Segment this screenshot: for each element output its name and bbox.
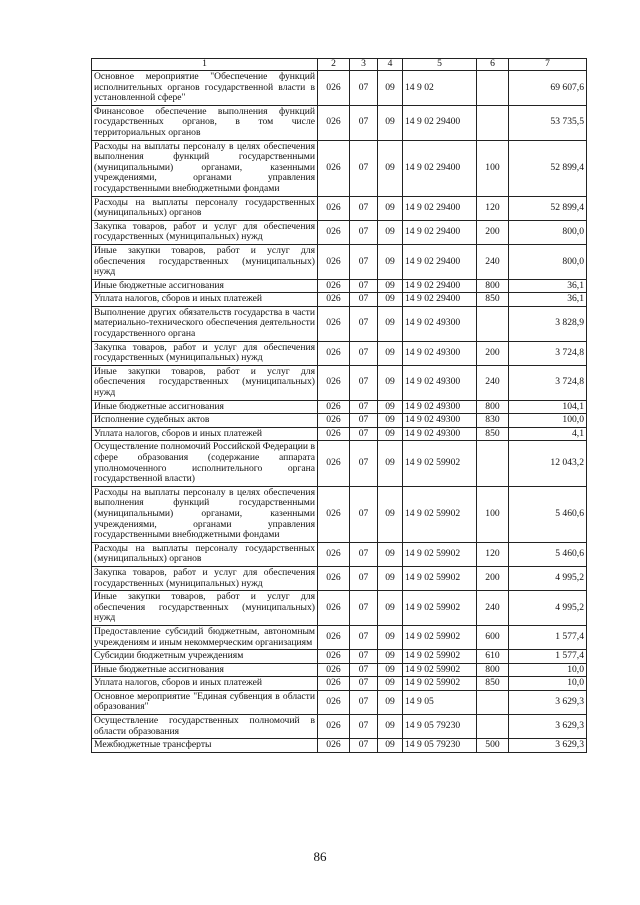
row-name-cell: Основное мероприятие "Обеспечение функций исполнительных органов государственной власти в установленной сфере" bbox=[92, 71, 318, 106]
row-name-cell: Иные бюджетные ассигнования bbox=[92, 663, 318, 677]
budget-table bbox=[91, 58, 587, 753]
row-name-cell: Иные закупки товаров, работ и услуг для обеспечения государственных (муниципальных) нужд bbox=[92, 244, 318, 279]
row-admin-cell: 026 bbox=[318, 566, 350, 590]
table-row bbox=[92, 591, 587, 626]
row-vr-cell: 200 bbox=[477, 220, 509, 244]
row-admin-cell: 026 bbox=[318, 244, 350, 279]
row-section-cell: 07 bbox=[350, 306, 378, 341]
row-amount-cell: 4,1 bbox=[509, 427, 587, 441]
row-csr-cell: 14 9 02 59902 bbox=[403, 591, 477, 626]
row-amount-cell: 10,0 bbox=[509, 663, 587, 677]
row-admin-cell: 026 bbox=[318, 715, 350, 739]
row-csr-cell: 14 9 02 59902 bbox=[403, 486, 477, 542]
row-name-cell: Осуществление государственных полномочий в области образования bbox=[92, 715, 318, 739]
row-vr-cell bbox=[477, 105, 509, 140]
row-vr-cell bbox=[477, 690, 509, 714]
row-admin-cell: 026 bbox=[318, 427, 350, 441]
table-row bbox=[92, 677, 587, 691]
table-row bbox=[92, 486, 587, 542]
row-vr-cell: 610 bbox=[477, 650, 509, 664]
row-admin-cell: 026 bbox=[318, 441, 350, 486]
row-amount-cell: 800,0 bbox=[509, 220, 587, 244]
row-name-cell: Закупка товаров, работ и услуг для обеспечения государственных (муниципальных) нужд bbox=[92, 566, 318, 590]
row-section-cell: 07 bbox=[350, 293, 378, 307]
row-name-cell: Уплата налогов, сборов и иных платежей bbox=[92, 293, 318, 307]
row-csr-cell: 14 9 02 29400 bbox=[403, 140, 477, 196]
row-csr-cell: 14 9 02 29400 bbox=[403, 196, 477, 220]
row-vr-cell: 800 bbox=[477, 279, 509, 293]
row-subsection-cell: 09 bbox=[378, 486, 403, 542]
table-row bbox=[92, 715, 587, 739]
row-csr-cell: 14 9 02 59902 bbox=[403, 677, 477, 691]
row-amount-cell: 52 899,4 bbox=[509, 140, 587, 196]
row-subsection-cell: 09 bbox=[378, 105, 403, 140]
row-admin-cell: 026 bbox=[318, 341, 350, 365]
row-subsection-cell: 09 bbox=[378, 650, 403, 664]
row-name-cell: Финансовое обеспечение выполнения функций государственных органов, в том числе территориальных органов bbox=[92, 105, 318, 140]
row-vr-cell: 600 bbox=[477, 625, 509, 649]
row-section-cell: 07 bbox=[350, 591, 378, 626]
table-row bbox=[92, 71, 587, 106]
row-csr-cell: 14 9 02 bbox=[403, 71, 477, 106]
row-subsection-cell: 09 bbox=[378, 625, 403, 649]
row-subsection-cell: 09 bbox=[378, 220, 403, 244]
row-section-cell: 07 bbox=[350, 566, 378, 590]
row-subsection-cell: 09 bbox=[378, 427, 403, 441]
table-row bbox=[92, 306, 587, 341]
row-subsection-cell: 09 bbox=[378, 71, 403, 106]
row-subsection-cell: 09 bbox=[378, 196, 403, 220]
row-section-cell: 07 bbox=[350, 486, 378, 542]
row-csr-cell: 14 9 02 59902 bbox=[403, 441, 477, 486]
row-amount-cell: 1 577,4 bbox=[509, 650, 587, 664]
row-name-cell: Расходы на выплаты персоналу государственных (муниципальных) органов bbox=[92, 196, 318, 220]
row-csr-cell: 14 9 02 29400 bbox=[403, 105, 477, 140]
row-subsection-cell: 09 bbox=[378, 566, 403, 590]
row-subsection-cell: 09 bbox=[378, 690, 403, 714]
row-csr-cell: 14 9 02 59902 bbox=[403, 542, 477, 566]
row-name-cell: Иные закупки товаров, работ и услуг для обеспечения государственных (муниципальных) нужд bbox=[92, 591, 318, 626]
row-section-cell: 07 bbox=[350, 140, 378, 196]
row-vr-cell: 100 bbox=[477, 486, 509, 542]
row-section-cell: 07 bbox=[350, 542, 378, 566]
row-csr-cell: 14 9 02 49300 bbox=[403, 414, 477, 428]
row-section-cell: 07 bbox=[350, 196, 378, 220]
row-vr-cell bbox=[477, 71, 509, 106]
column-header-name: 1 bbox=[92, 59, 318, 71]
row-vr-cell: 200 bbox=[477, 566, 509, 590]
row-csr-cell: 14 9 02 49300 bbox=[403, 400, 477, 414]
table-row bbox=[92, 279, 587, 293]
row-admin-cell: 026 bbox=[318, 677, 350, 691]
row-section-cell: 07 bbox=[350, 663, 378, 677]
page-number: 86 bbox=[313, 849, 327, 864]
row-amount-cell: 3 629,3 bbox=[509, 715, 587, 739]
row-admin-cell: 026 bbox=[318, 196, 350, 220]
row-name-cell: Уплата налогов, сборов и иных платежей bbox=[92, 427, 318, 441]
column-header-vr: 6 bbox=[477, 59, 509, 71]
row-admin-cell: 026 bbox=[318, 650, 350, 664]
table-body bbox=[92, 71, 587, 753]
table-row bbox=[92, 441, 587, 486]
table-row bbox=[92, 365, 587, 400]
row-subsection-cell: 09 bbox=[378, 341, 403, 365]
row-subsection-cell: 09 bbox=[378, 400, 403, 414]
table-row bbox=[92, 625, 587, 649]
row-subsection-cell: 09 bbox=[378, 739, 403, 753]
row-section-cell: 07 bbox=[350, 690, 378, 714]
row-vr-cell: 100 bbox=[477, 140, 509, 196]
column-header-subsection: 4 bbox=[378, 59, 403, 71]
row-vr-cell: 120 bbox=[477, 542, 509, 566]
row-amount-cell: 12 043,2 bbox=[509, 441, 587, 486]
row-subsection-cell: 09 bbox=[378, 591, 403, 626]
table-header-row bbox=[92, 59, 587, 71]
column-header-admin: 2 bbox=[318, 59, 350, 71]
row-name-cell: Расходы на выплаты персоналу государственных (муниципальных) органов bbox=[92, 542, 318, 566]
row-name-cell: Закупка товаров, работ и услуг для обеспечения государственных (муниципальных) нужд bbox=[92, 220, 318, 244]
row-csr-cell: 14 9 02 29400 bbox=[403, 244, 477, 279]
row-subsection-cell: 09 bbox=[378, 293, 403, 307]
row-csr-cell: 14 9 02 59902 bbox=[403, 625, 477, 649]
row-name-cell: Выполнение других обязательств государства в части материально-технического обеспечения деятельности государственного органа bbox=[92, 306, 318, 341]
row-amount-cell: 4 995,2 bbox=[509, 591, 587, 626]
table-row bbox=[92, 566, 587, 590]
table-row bbox=[92, 690, 587, 714]
row-amount-cell: 104,1 bbox=[509, 400, 587, 414]
row-csr-cell: 14 9 02 29400 bbox=[403, 279, 477, 293]
row-admin-cell: 026 bbox=[318, 306, 350, 341]
row-admin-cell: 026 bbox=[318, 279, 350, 293]
row-csr-cell: 14 9 02 49300 bbox=[403, 365, 477, 400]
table-row bbox=[92, 650, 587, 664]
row-admin-cell: 026 bbox=[318, 542, 350, 566]
row-admin-cell: 026 bbox=[318, 140, 350, 196]
row-name-cell: Исполнение судебных актов bbox=[92, 414, 318, 428]
row-admin-cell: 026 bbox=[318, 71, 350, 106]
row-admin-cell: 026 bbox=[318, 105, 350, 140]
row-vr-cell: 240 bbox=[477, 591, 509, 626]
table-row bbox=[92, 739, 587, 753]
row-subsection-cell: 09 bbox=[378, 441, 403, 486]
row-admin-cell: 026 bbox=[318, 663, 350, 677]
row-csr-cell: 14 9 02 49300 bbox=[403, 341, 477, 365]
table-row bbox=[92, 414, 587, 428]
column-header-amount: 7 bbox=[509, 59, 587, 71]
row-name-cell: Иные закупки товаров, работ и услуг для обеспечения государственных (муниципальных) нужд bbox=[92, 365, 318, 400]
row-section-cell: 07 bbox=[350, 365, 378, 400]
row-admin-cell: 026 bbox=[318, 400, 350, 414]
row-name-cell: Закупка товаров, работ и услуг для обеспечения государственных (муниципальных) нужд bbox=[92, 341, 318, 365]
table-row bbox=[92, 427, 587, 441]
row-name-cell: Иные бюджетные ассигнования bbox=[92, 400, 318, 414]
row-admin-cell: 026 bbox=[318, 414, 350, 428]
table-row bbox=[92, 293, 587, 307]
row-csr-cell: 14 9 02 49300 bbox=[403, 427, 477, 441]
row-section-cell: 07 bbox=[350, 715, 378, 739]
row-subsection-cell: 09 bbox=[378, 140, 403, 196]
row-amount-cell: 3 724,8 bbox=[509, 365, 587, 400]
row-vr-cell: 120 bbox=[477, 196, 509, 220]
row-amount-cell: 4 995,2 bbox=[509, 566, 587, 590]
row-amount-cell: 10,0 bbox=[509, 677, 587, 691]
row-admin-cell: 026 bbox=[318, 690, 350, 714]
row-amount-cell: 1 577,4 bbox=[509, 625, 587, 649]
table-row bbox=[92, 400, 587, 414]
table-row bbox=[92, 140, 587, 196]
row-section-cell: 07 bbox=[350, 400, 378, 414]
row-csr-cell: 14 9 02 49300 bbox=[403, 306, 477, 341]
table-row bbox=[92, 105, 587, 140]
row-amount-cell: 5 460,6 bbox=[509, 542, 587, 566]
row-csr-cell: 14 9 02 59902 bbox=[403, 650, 477, 664]
table-row bbox=[92, 244, 587, 279]
row-section-cell: 07 bbox=[350, 414, 378, 428]
row-subsection-cell: 09 bbox=[378, 663, 403, 677]
row-csr-cell: 14 9 02 29400 bbox=[403, 220, 477, 244]
row-csr-cell: 14 9 02 29400 bbox=[403, 293, 477, 307]
row-vr-cell bbox=[477, 715, 509, 739]
table-row bbox=[92, 542, 587, 566]
row-section-cell: 07 bbox=[350, 677, 378, 691]
row-amount-cell: 3 724,8 bbox=[509, 341, 587, 365]
row-subsection-cell: 09 bbox=[378, 677, 403, 691]
row-vr-cell: 240 bbox=[477, 244, 509, 279]
row-vr-cell bbox=[477, 306, 509, 341]
row-csr-cell: 14 9 02 59902 bbox=[403, 663, 477, 677]
row-csr-cell: 14 9 05 bbox=[403, 690, 477, 714]
row-section-cell: 07 bbox=[350, 441, 378, 486]
row-name-cell: Субсидии бюджетным учреждениям bbox=[92, 650, 318, 664]
row-section-cell: 07 bbox=[350, 427, 378, 441]
row-vr-cell bbox=[477, 441, 509, 486]
row-admin-cell: 026 bbox=[318, 365, 350, 400]
row-csr-cell: 14 9 02 59902 bbox=[403, 566, 477, 590]
row-csr-cell: 14 9 05 79230 bbox=[403, 739, 477, 753]
row-amount-cell: 53 735,5 bbox=[509, 105, 587, 140]
row-amount-cell: 69 607,6 bbox=[509, 71, 587, 106]
row-subsection-cell: 09 bbox=[378, 414, 403, 428]
row-name-cell: Расходы на выплаты персоналу в целях обеспечения выполнения функций государственными (муниципальными) органами, казенными учреждениями, органами управления государственными внебюджетными фондами bbox=[92, 140, 318, 196]
row-admin-cell: 026 bbox=[318, 293, 350, 307]
row-amount-cell: 3 828,9 bbox=[509, 306, 587, 341]
row-vr-cell: 800 bbox=[477, 663, 509, 677]
table-row bbox=[92, 220, 587, 244]
row-name-cell: Межбюджетные трансферты bbox=[92, 739, 318, 753]
column-header-csr: 5 bbox=[403, 59, 477, 71]
row-amount-cell: 800,0 bbox=[509, 244, 587, 279]
row-admin-cell: 026 bbox=[318, 220, 350, 244]
row-vr-cell: 240 bbox=[477, 365, 509, 400]
row-name-cell: Уплата налогов, сборов и иных платежей bbox=[92, 677, 318, 691]
row-name-cell: Основное мероприятие "Единая субвенция в области образования" bbox=[92, 690, 318, 714]
row-section-cell: 07 bbox=[350, 71, 378, 106]
row-subsection-cell: 09 bbox=[378, 542, 403, 566]
row-subsection-cell: 09 bbox=[378, 715, 403, 739]
row-section-cell: 07 bbox=[350, 739, 378, 753]
row-vr-cell: 200 bbox=[477, 341, 509, 365]
row-section-cell: 07 bbox=[350, 220, 378, 244]
row-name-cell: Предоставление субсидий бюджетным, автономным учреждениям и иным некоммерческим организациям bbox=[92, 625, 318, 649]
row-amount-cell: 3 629,3 bbox=[509, 690, 587, 714]
row-subsection-cell: 09 bbox=[378, 279, 403, 293]
row-name-cell: Расходы на выплаты персоналу в целях обеспечения выполнения функций государственными (муниципальными) органами, казенными учреждениями, органами управления государственными внебюджетными фондами bbox=[92, 486, 318, 542]
row-vr-cell: 800 bbox=[477, 400, 509, 414]
row-section-cell: 07 bbox=[350, 341, 378, 365]
row-admin-cell: 026 bbox=[318, 591, 350, 626]
row-vr-cell: 850 bbox=[477, 293, 509, 307]
table-row bbox=[92, 196, 587, 220]
row-section-cell: 07 bbox=[350, 279, 378, 293]
row-amount-cell: 36,1 bbox=[509, 293, 587, 307]
row-amount-cell: 52 899,4 bbox=[509, 196, 587, 220]
table-row bbox=[92, 663, 587, 677]
row-amount-cell: 5 460,6 bbox=[509, 486, 587, 542]
row-admin-cell: 026 bbox=[318, 625, 350, 649]
row-admin-cell: 026 bbox=[318, 739, 350, 753]
row-vr-cell: 830 bbox=[477, 414, 509, 428]
row-name-cell: Осуществление полномочий Российской Федерации в сфере образования (содержание аппарата уполномоченного исполнительного органа государственной власти) bbox=[92, 441, 318, 486]
row-section-cell: 07 bbox=[350, 650, 378, 664]
row-subsection-cell: 09 bbox=[378, 244, 403, 279]
row-subsection-cell: 09 bbox=[378, 365, 403, 400]
row-section-cell: 07 bbox=[350, 244, 378, 279]
table-row bbox=[92, 341, 587, 365]
row-subsection-cell: 09 bbox=[378, 306, 403, 341]
row-section-cell: 07 bbox=[350, 625, 378, 649]
row-vr-cell: 850 bbox=[477, 677, 509, 691]
column-header-section: 3 bbox=[350, 59, 378, 71]
row-amount-cell: 3 629,3 bbox=[509, 739, 587, 753]
row-name-cell: Иные бюджетные ассигнования bbox=[92, 279, 318, 293]
row-section-cell: 07 bbox=[350, 105, 378, 140]
row-amount-cell: 36,1 bbox=[509, 279, 587, 293]
row-amount-cell: 100,0 bbox=[509, 414, 587, 428]
row-vr-cell: 500 bbox=[477, 739, 509, 753]
row-csr-cell: 14 9 05 79230 bbox=[403, 715, 477, 739]
row-vr-cell: 850 bbox=[477, 427, 509, 441]
row-admin-cell: 026 bbox=[318, 486, 350, 542]
